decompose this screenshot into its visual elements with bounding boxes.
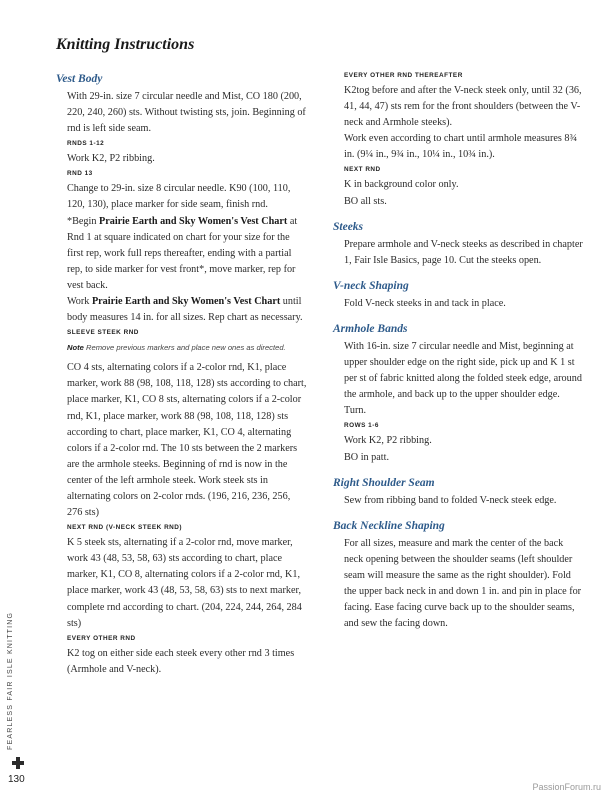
vneck-steek-label: NEXT RND (V-NECK STEEK RND) bbox=[67, 524, 183, 532]
chart-name: Prairie Earth and Sky Women's Vest Chart bbox=[98, 215, 288, 227]
rnds-1-12-label: RNDS 1-12 bbox=[67, 140, 105, 148]
steeks-heading: Steeks bbox=[333, 220, 364, 233]
steeks-instruction: Prepare armhole and V-neck steeks as described in chapter 1, Fair Isle Basics, page 10. Cut the steeks open. bbox=[344, 238, 583, 266]
armhole-ribbing-instruction: Work K2, P2 ribbing. bbox=[344, 435, 432, 447]
armhole-bands-heading: Armhole Bands bbox=[333, 322, 408, 335]
vneck-shaping-heading: V-neck Shaping bbox=[333, 279, 409, 292]
note bbox=[67, 343, 308, 352]
left-column bbox=[56, 72, 308, 678]
back-neckline-shaping-instruction: For all sizes, measure and mark the center of the back neck opening between the shoulder seams (left shoulder seam will measure the same as the right shoulder). Fold the upper back neck in and down 1 in. and pin in place for facing. Ease facing curve back up to the shoulder seams, and sew the facing down. bbox=[344, 537, 582, 630]
sleeve-steek-instruction: CO 4 sts, alternating colors if a 2-color rnd, K1, place marker, work 88 (98, 108, 118, 128) sts according to chart, place marker, K1, CO 8 sts, alternating colors if a 2-color rnd, K1, place marker, work 88 (98, 108, 118, 128) sts according to chart, place marker, K1, CO 4, alternating colors if a 2-color rnd. The 10 sts between the 2 markers are the armhole steeks. Beginning of rnd is now in the center of the left armhole steek. Work steek sts in alternating colors on 2-color rnds. (196, 216, 236, 256, 276 sts) bbox=[67, 362, 307, 519]
right-shoulder-seam-instruction: Sew from ribbing band to folded V-neck steek edge. bbox=[344, 494, 557, 506]
watermark: PassionForum.ru bbox=[532, 782, 601, 792]
begin-chart-text-b: at Rnd 1 at square indicated on chart for your size for the first rep, work full reps thereafter, ending with a partial rep, to side marker for vest front*, move marker, rep for vest back. bbox=[67, 215, 298, 291]
vneck-shaping-instruction: Fold V-neck steeks in and tack in place. bbox=[344, 297, 506, 309]
begin-chart-text-a: *Begin bbox=[67, 215, 99, 227]
every-other-thereafter-label: EVERY OTHER RND THEREAFTER bbox=[344, 72, 463, 79]
cross-icon bbox=[12, 757, 24, 769]
next-rnd-label: NEXT RND bbox=[344, 166, 381, 174]
sleeve-steek-label: SLEEVE STEEK RND bbox=[67, 329, 139, 337]
vest-body-heading: Vest Body bbox=[56, 73, 103, 85]
right-shoulder-seam-heading: Right Shoulder Seam bbox=[333, 476, 435, 489]
note-text: Remove previous markers and place new ones as directed. bbox=[86, 343, 286, 353]
page-title: Knitting Instructions bbox=[56, 36, 195, 53]
work-chart-instruction bbox=[67, 294, 308, 326]
work-chart-text-a: Work bbox=[67, 296, 92, 308]
rnd-13-label: RND 13 bbox=[67, 170, 93, 178]
every-other-rnd-instruction: K2 tog on either side each steek every other rnd 3 times (Armhole and V-neck). bbox=[67, 647, 295, 675]
back-neckline-shaping-heading: Back Neckline Shaping bbox=[333, 519, 445, 532]
page-number: 130 bbox=[8, 774, 25, 785]
ribbing-instruction: Work K2, P2 ribbing. bbox=[67, 153, 155, 165]
work-chart-text-b: until body measures 14 in. for all sizes. Rep chart as necessary. bbox=[67, 296, 303, 324]
every-other-rnd-label: EVERY OTHER RND bbox=[67, 634, 136, 642]
rnd-13-instruction: Change to 29-in. size 8 circular needle. K90 (100, 110, 120, 130), place marker for side seam, finish rnd. bbox=[67, 183, 291, 211]
armhole-bind-off-instruction: BO in patt. bbox=[344, 451, 389, 463]
begin-chart-instruction bbox=[67, 214, 308, 294]
right-column bbox=[333, 72, 583, 632]
background-color-instruction: K in background color only. bbox=[344, 179, 459, 191]
bind-off-instruction: BO all sts. bbox=[344, 195, 387, 207]
vneck-steek-instruction: K 5 steek sts, alternating if a 2-color rnd, move marker, work 43 (48, 53, 58, 63) sts according to chart, place marker, K1, CO 8, alternating colors if a 2-color rnd, K1, place marker, work 43 (48, 53, 58, 63) sts to next marker, complete rnd according to chart. (204, 224, 244, 264, 284 sts) bbox=[67, 537, 302, 629]
spine-book-title: FEARLESS FAIR ISLE KNITTING bbox=[7, 611, 14, 750]
armhole-bands-instruction: With 16-in. size 7 circular needle and Mist, beginning at upper shoulder edge on the right side, pick up and K 1 st per st of fabric knitted along the folded steek edge, around the armhole, and back up to the upper shoulder edge. Turn. bbox=[344, 340, 582, 417]
k2tog-instruction: K2tog before and after the V-neck steek only, until 32 (36, 41, 44, 47) sts rem for the front shoulders (between the V-neck and Armhole steeks). bbox=[344, 85, 582, 129]
vest-body-cast-on: With 29-in. size 7 circular needle and Mist, CO 180 (200, 220, 240, 260) sts. Without twisting sts, join. Beginning of rnd is left side seam. bbox=[67, 91, 306, 135]
chart-name: Prairie Earth and Sky Women's Vest Chart bbox=[91, 296, 281, 308]
note-label: Note bbox=[67, 343, 84, 353]
rows-1-6-label: ROWS 1-6 bbox=[344, 422, 379, 430]
work-even-instruction: Work even according to chart until armhole measures 8¾ in. (9¼ in., 9¾ in., 10¼ in., 10¾ in.). bbox=[344, 133, 578, 161]
